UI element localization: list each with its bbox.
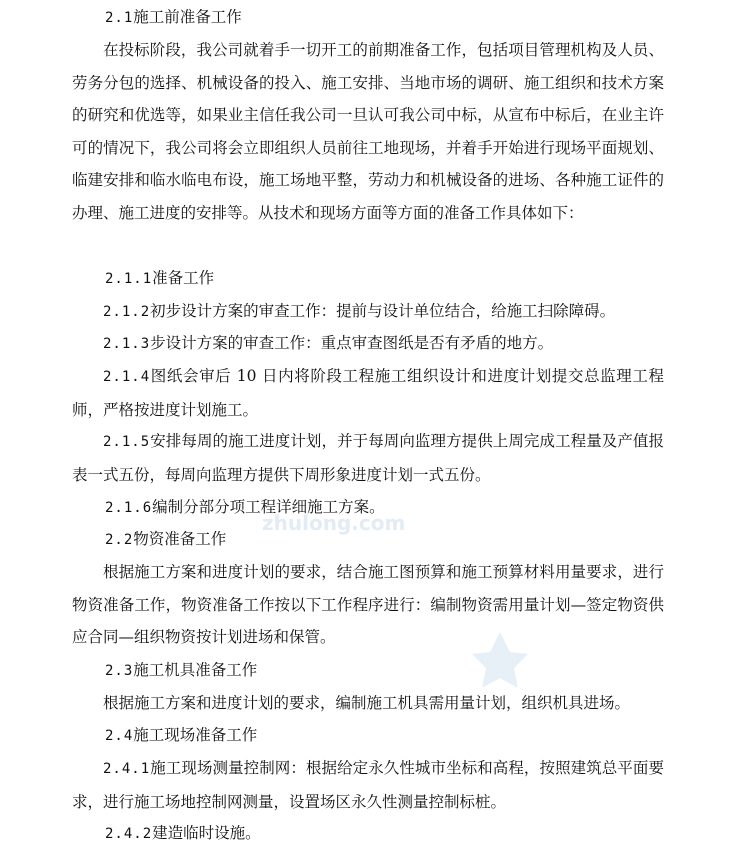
item-2-1-4: 2.1.4图纸会审后 10 日内将阶段工程施工组织设计和进度计划提交总监理工程师，严格按进度计划施工。 [72,367,664,419]
heading-2-3: 2.3施工机具准备工作 [105,661,258,679]
paragraph-2-3: 根据施工方案和进度计划的要求，编制施工机具需用量计划，组织机具进场。 [103,694,631,712]
heading-2-2: 2.2物资准备工作 [105,530,227,548]
item-2-1-5: 2.1.5安排每周的施工进度计划，并于每周向监理方提供上周完成工程量及产值报表一式五份，每周向监理方提供下周形象进度计划一式五份。 [72,432,664,484]
paragraph-2-1: 在投标阶段，我公司就着手一切开工的前期准备工作，包括项目管理机构及人员、劳务分包的选择、机械设备的投入、施工安排、当地市场的调研、施工组织和技术方案的研究和优选等，如果业主信任我公司一旦认可我公司中标，从宣布中标后，在业主许可的情况下，我公司将会立即组织人员前往工地现场，并着手开始进行现场平面规划、临建安排和临水临电布设，施工场地平整，劳动力和机械设备的进场、各种施工证件的办理、施工进度的安排等。从技术和现场方面等方面的准备工作具体如下： [72,41,664,222]
heading-2-1: 2.1施工前准备工作 [105,8,242,26]
heading-2-1-1: 2.1.1准备工作 [105,269,215,287]
item-2-1-6: 2.1.6编制分部分项工程详细施工方案。 [105,498,385,516]
heading-2-4: 2.4施工现场准备工作 [105,726,258,744]
item-2-1-3: 2.1.3步设计方案的审查工作：重点审查图纸是否有矛盾的地方。 [103,334,554,352]
paragraph-2-2: 根据施工方案和进度计划的要求，结合施工图预算和施工预算材料用量要求，进行物资准备工作，物资准备工作按以下工作程序进行：编制物资需用量计划—签定物资供应合同—组织物资按计划进场和保管。 [72,563,664,647]
heading-2-4-2: 2.4.2建造临时设施。 [105,824,261,842]
item-2-4-1: 2.4.1施工现场测量控制网：根据给定永久性城市坐标和高程，按照建筑总平面要求，进行施工场地控制网测量，设置场区永久性测量控制标桩。 [72,759,664,811]
watermark-text: zhulong.com [262,511,406,535]
item-2-1-2: 2.1.2初步设计方案的审查工作：提前与设计单位结合，给施工扫除障碍。 [103,302,616,320]
